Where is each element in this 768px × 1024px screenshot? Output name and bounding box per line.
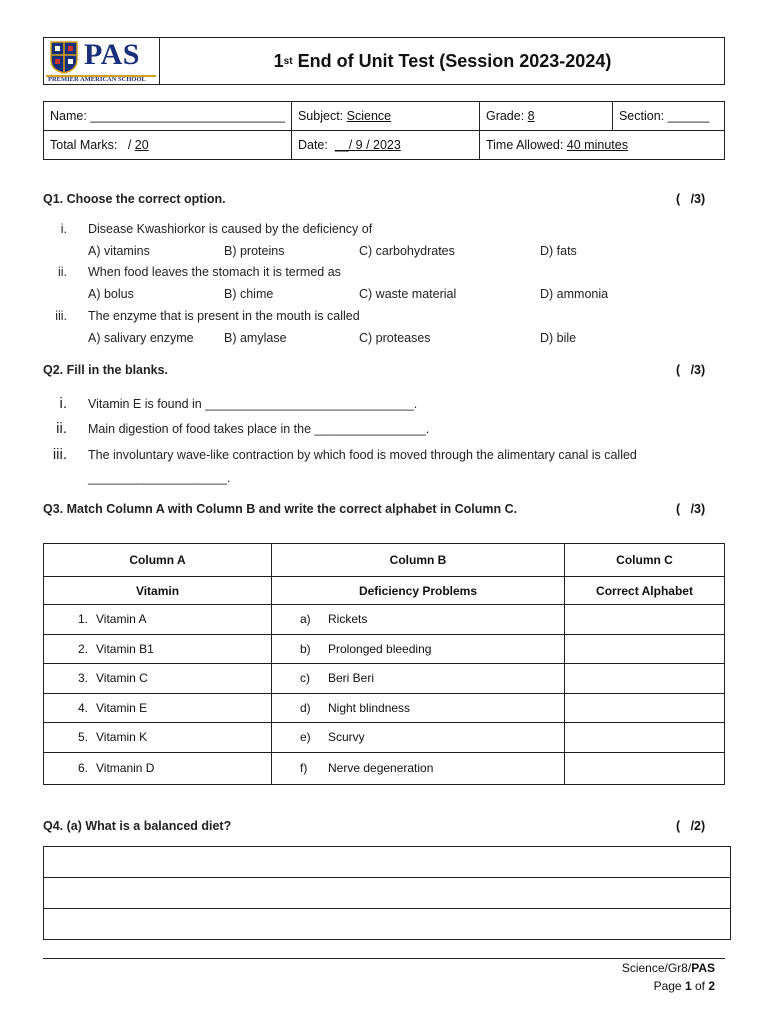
footer-course-text: Science/Gr8/ [621, 961, 692, 975]
grade-label: Grade: [485, 109, 525, 123]
page-of: of [691, 979, 709, 993]
column-a-subheader: Vitamin [44, 577, 272, 605]
page-total: 2 [708, 979, 715, 993]
row-number: 5. [77, 730, 88, 745]
total-marks-value: 20 [134, 138, 149, 152]
q2-item-blank[interactable]: ____________________. [88, 471, 231, 485]
column-c-subheader: Correct Alphabet [565, 577, 725, 605]
q1-item-text: When food leaves the stomach it is termed as [88, 265, 341, 279]
time-allowed-label: Time Allowed: [485, 138, 564, 152]
logo-subtext: PREMIER AMERICAN SCHOOL [48, 76, 146, 83]
q1-option[interactable]: C) waste material [359, 287, 457, 301]
answer-line[interactable] [44, 847, 731, 878]
row-number: 6. [77, 761, 88, 775]
date-label: Date: [297, 138, 328, 152]
logo-text: PAS [84, 38, 140, 71]
q1-item-text: The enzyme that is present in the mouth is called [88, 309, 360, 323]
deficiency-name: Rickets [328, 612, 368, 627]
deficiency-name: Prolonged bleeding [328, 641, 432, 656]
answer-line[interactable] [44, 909, 731, 940]
deficiency-cell [272, 664, 565, 694]
total-marks-prefix: / [127, 138, 135, 152]
section-label: Section: [618, 109, 665, 123]
vitamin-cell [44, 605, 272, 635]
shield-icon [49, 40, 79, 74]
q3-title: Q3. Match Column A with Column B and write the correct alphabet in Column C. [43, 502, 518, 516]
deficiency-cell [272, 723, 565, 753]
column-b-subheader: Deficiency Problems [272, 577, 565, 605]
q1-option[interactable]: C) proteases [359, 331, 431, 345]
q1-option[interactable]: C) carbohydrates [359, 244, 455, 258]
deficiency-name: Night blindness [328, 700, 411, 715]
subject-cell [291, 102, 479, 131]
name-cell[interactable] [44, 102, 292, 131]
row-letter: b) [300, 641, 311, 656]
vitamin-cell [44, 693, 272, 723]
q4-marks: ( /2) [676, 819, 706, 833]
section-value: ______ [667, 109, 710, 123]
title-superscript: st [283, 55, 293, 67]
match-table [43, 543, 725, 785]
answer-cell[interactable] [565, 664, 725, 694]
table-row [44, 634, 725, 664]
page-current: 1 [684, 979, 692, 993]
deficiency-name: Nerve degeneration [328, 761, 434, 775]
q1-item-text: Disease Kwashiorkor is caused by the deficiency of [88, 222, 373, 236]
footer-course-bold: PAS [691, 961, 715, 975]
vitamin-cell [44, 664, 272, 694]
name-value: ____________________________ [90, 109, 285, 123]
subject-value: Science [346, 109, 392, 123]
q2-item-number: ii. [56, 420, 67, 437]
q1-option[interactable]: A) salivary enzyme [88, 331, 194, 345]
date-value: __/ 9 / 2023 [334, 138, 401, 152]
q1-option[interactable]: B) proteins [224, 244, 285, 258]
q4-title: Q4. (a) What is a balanced diet? [43, 819, 232, 833]
q1-option[interactable]: B) amylase [224, 331, 287, 345]
row-letter: f) [300, 761, 308, 775]
total-marks-label: Total Marks: [50, 138, 118, 152]
answer-cell[interactable] [565, 752, 725, 784]
q2-item-number: i. [59, 395, 67, 412]
column-a-header: Column A [44, 544, 272, 577]
deficiency-cell [272, 752, 565, 784]
deficiency-cell [272, 634, 565, 664]
q1-option[interactable]: D) ammonia [540, 287, 609, 301]
table-row [44, 605, 725, 635]
student-info-table [43, 101, 725, 160]
q1-item-number: ii. [57, 265, 67, 279]
title-number: 1 [273, 50, 284, 71]
row-letter: c) [300, 671, 310, 686]
q1-option[interactable]: B) chime [224, 287, 274, 301]
grade-value: 8 [527, 109, 535, 123]
subject-label: Subject: [297, 109, 344, 123]
q1-option[interactable]: A) bolus [88, 287, 134, 301]
row-number: 1. [77, 612, 88, 627]
row-number: 2. [77, 641, 88, 656]
deficiency-cell [272, 605, 565, 635]
answer-line[interactable] [44, 878, 731, 909]
answer-box [43, 846, 731, 940]
q1-marks: ( /3) [676, 192, 706, 206]
section-cell[interactable] [612, 102, 724, 131]
answer-cell[interactable] [565, 723, 725, 753]
q1-item-number: iii. [55, 309, 67, 323]
row-number: 3. [77, 671, 88, 686]
q1-option[interactable]: A) vitamins [88, 244, 150, 258]
vitamin-name: Vitamin K [96, 730, 148, 745]
q2-marks: ( /3) [676, 363, 706, 377]
table-row [44, 693, 725, 723]
footer-course [622, 961, 715, 975]
footer-divider [43, 958, 725, 959]
row-letter: d) [300, 700, 311, 715]
row-letter: a) [300, 612, 311, 627]
total-marks-cell [44, 131, 292, 160]
page-prefix: Page [653, 979, 685, 993]
table-row [44, 752, 725, 784]
vitamin-name: Vitamin C [96, 671, 148, 686]
vitamin-name: Vitamin A [96, 612, 147, 627]
table-row [44, 723, 725, 753]
answer-cell[interactable] [565, 634, 725, 664]
q2-item-text[interactable]: Main digestion of food takes place in the ________________. [88, 422, 430, 436]
time-allowed-value: 40 minutes [566, 138, 628, 152]
answer-cell[interactable] [565, 693, 725, 723]
vitamin-name: Vitmanin D [96, 761, 155, 775]
q2-item-number: iii. [52, 446, 67, 463]
q1-option[interactable]: D) fats [540, 244, 577, 258]
title-text: End of Unit Test (Session 2023-2024) [292, 50, 612, 71]
deficiency-cell [272, 693, 565, 723]
q2-item-text[interactable]: Vitamin E is found in ______________________________. [88, 397, 418, 411]
date-cell [291, 131, 479, 160]
school-logo [44, 38, 160, 84]
vitamin-cell [44, 634, 272, 664]
q2-title: Q2. Fill in the blanks. [43, 363, 169, 377]
name-label: Name: [50, 109, 87, 123]
table-row [44, 664, 725, 694]
grade-cell [479, 102, 612, 131]
row-number: 4. [77, 700, 88, 715]
answer-cell[interactable] [565, 605, 725, 635]
q1-title: Q1. Choose the correct option. [43, 192, 226, 206]
column-b-header: Column B [272, 544, 565, 577]
deficiency-name: Beri Beri [328, 671, 375, 686]
page-number [654, 979, 715, 993]
vitamin-name: Vitamin B1 [96, 641, 154, 656]
q1-option[interactable]: D) bile [540, 331, 577, 345]
deficiency-name: Scurvy [328, 730, 365, 745]
q3-marks: ( /3) [676, 502, 706, 516]
vitamin-cell [44, 723, 272, 753]
column-c-header: Column C [565, 544, 725, 577]
vitamin-name: Vitamin E [96, 700, 148, 715]
q1-item-number: i. [60, 222, 67, 236]
vitamin-cell [44, 752, 272, 784]
time-allowed-cell [479, 131, 724, 160]
page-title [160, 38, 725, 84]
row-letter: e) [300, 730, 311, 745]
q2-item-text: The involuntary wave-like contraction by which food is moved through the alimentary canal is called [88, 448, 637, 462]
